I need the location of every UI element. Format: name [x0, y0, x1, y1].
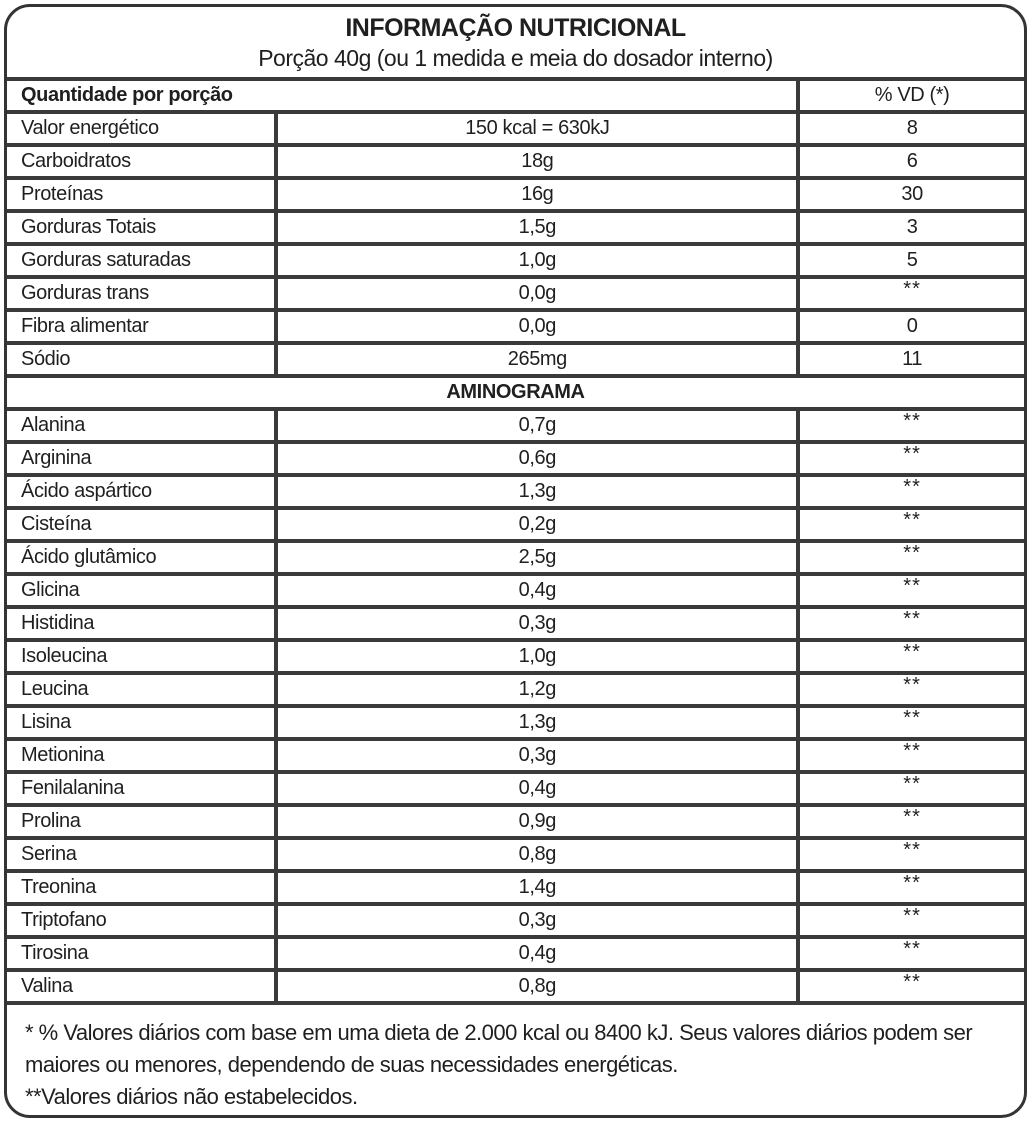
table-row — [7, 902, 1024, 935]
row-amount: 0,2g — [274, 510, 796, 539]
nutrition-label — [4, 4, 1027, 1118]
row-amount: 18g — [274, 147, 796, 176]
table-row — [7, 539, 1024, 572]
row-daily-value: 8 — [796, 114, 1024, 143]
daily-value-header: % VD (*) — [796, 81, 1024, 110]
table-row — [7, 506, 1024, 539]
row-amount: 150 kcal = 630kJ — [274, 114, 796, 143]
row-name: Valor energético — [21, 117, 159, 140]
table-row — [7, 242, 1024, 275]
not-established-marker: ** — [903, 609, 921, 631]
not-established-marker: ** — [903, 807, 921, 829]
row-amount: 1,0g — [274, 246, 796, 275]
table-row — [7, 770, 1024, 803]
row-daily-value — [796, 774, 1024, 803]
not-established-marker: ** — [903, 840, 921, 862]
row-name: Proteínas — [21, 183, 104, 206]
quantity-per-serving-header: Quantidade por porção — [21, 84, 233, 107]
row-name: Isoleucina — [21, 645, 108, 668]
row-name: Valina — [21, 975, 73, 998]
table-row — [7, 638, 1024, 671]
nutrients-section — [7, 110, 1024, 374]
row-name: Ácido glutâmico — [21, 546, 157, 569]
footnotes-block — [7, 1001, 1024, 1118]
table-row — [7, 308, 1024, 341]
table-row — [7, 440, 1024, 473]
row-daily-value: 3 — [796, 213, 1024, 242]
row-name: Fibra alimentar — [21, 315, 149, 338]
row-name: Histidina — [21, 612, 95, 635]
table-row — [7, 803, 1024, 836]
row-amount: 0,3g — [274, 741, 796, 770]
aminogram-section — [7, 407, 1024, 1001]
row-amount: 0,4g — [274, 576, 796, 605]
not-established-marker: ** — [903, 576, 921, 598]
row-daily-value — [796, 576, 1024, 605]
aminogram-section-title: AMINOGRAMA — [446, 381, 585, 404]
row-name: Gorduras Totais — [21, 216, 156, 239]
row-daily-value — [796, 642, 1024, 671]
not-established-marker: ** — [903, 972, 921, 994]
table-row — [7, 176, 1024, 209]
row-daily-value — [796, 708, 1024, 737]
row-daily-value — [796, 873, 1024, 902]
row-amount: 0,7g — [274, 411, 796, 440]
row-daily-value — [796, 840, 1024, 869]
daily-values-footnote: * % Valores diários com base em uma dieta de 2.000 kcal ou 8400 kJ. Seus valores diários podem ser maiores ou menores, dependendo de suas necessidades energéticas. — [25, 1020, 973, 1078]
not-established-marker: ** — [903, 873, 921, 895]
row-name: Gorduras trans — [21, 282, 149, 305]
row-daily-value — [796, 609, 1024, 638]
table-row — [7, 341, 1024, 374]
row-amount: 0,4g — [274, 939, 796, 968]
row-daily-value — [796, 807, 1024, 836]
row-daily-value: 0 — [796, 312, 1024, 341]
not-established-marker: ** — [903, 774, 921, 796]
table-row — [7, 836, 1024, 869]
table-header-row — [7, 77, 1024, 110]
not-established-marker: ** — [903, 708, 921, 730]
row-daily-value — [796, 939, 1024, 968]
row-daily-value — [796, 411, 1024, 440]
row-name: Sódio — [21, 348, 71, 371]
row-amount: 1,0g — [274, 642, 796, 671]
row-amount: 0,6g — [274, 444, 796, 473]
table-row — [7, 935, 1024, 968]
row-daily-value — [796, 972, 1024, 1001]
row-daily-value — [796, 477, 1024, 506]
row-amount: 1,2g — [274, 675, 796, 704]
not-established-marker: ** — [903, 444, 921, 466]
serving-size-text: Porção 40g (ou 1 medida e meia do dosador interno) — [258, 44, 773, 71]
table-row — [7, 275, 1024, 308]
not-established-marker: ** — [903, 939, 921, 961]
table-row — [7, 671, 1024, 704]
row-daily-value: 11 — [796, 345, 1024, 374]
row-daily-value: 30 — [796, 180, 1024, 209]
table-row — [7, 737, 1024, 770]
row-name: Carboidratos — [21, 150, 131, 173]
row-amount: 0,8g — [274, 840, 796, 869]
label-header — [7, 7, 1024, 77]
row-name: Triptofano — [21, 909, 107, 932]
row-name: Lisina — [21, 711, 71, 734]
table-row — [7, 209, 1024, 242]
row-amount: 0,3g — [274, 906, 796, 935]
row-name: Gorduras saturadas — [21, 249, 191, 272]
row-amount: 265mg — [274, 345, 796, 374]
row-amount: 1,3g — [274, 477, 796, 506]
row-amount: 1,3g — [274, 708, 796, 737]
row-name: Treonina — [21, 876, 96, 899]
not-established-marker: ** — [903, 411, 921, 433]
row-daily-value: 5 — [796, 246, 1024, 275]
table-row — [7, 473, 1024, 506]
row-name: Prolina — [21, 810, 81, 833]
row-amount: 2,5g — [274, 543, 796, 572]
not-established-marker: ** — [903, 906, 921, 928]
row-daily-value — [796, 741, 1024, 770]
not-established-marker: ** — [903, 642, 921, 664]
not-established-marker: ** — [903, 477, 921, 499]
table-row — [7, 143, 1024, 176]
aminogram-header-row — [7, 374, 1024, 407]
table-row — [7, 968, 1024, 1001]
not-established-marker: ** — [903, 279, 921, 301]
table-row — [7, 407, 1024, 440]
table-row — [7, 110, 1024, 143]
not-established-marker: ** — [903, 543, 921, 565]
label-title: INFORMAÇÃO NUTRICIONAL — [345, 14, 686, 42]
not-established-marker: ** — [903, 741, 921, 763]
row-name: Ácido aspártico — [21, 480, 152, 503]
row-amount: 1,5g — [274, 213, 796, 242]
row-amount: 0,3g — [274, 609, 796, 638]
table-row — [7, 704, 1024, 737]
row-name: Cisteína — [21, 513, 92, 536]
row-name: Arginina — [21, 447, 92, 470]
not-established-marker: ** — [903, 675, 921, 697]
row-name: Tirosina — [21, 942, 89, 965]
row-daily-value — [796, 906, 1024, 935]
row-amount: 1,4g — [274, 873, 796, 902]
row-daily-value — [796, 543, 1024, 572]
row-daily-value — [796, 279, 1024, 308]
row-name: Metionina — [21, 744, 105, 767]
row-amount: 0,0g — [274, 279, 796, 308]
row-amount: 0,9g — [274, 807, 796, 836]
not-established-footnote: **Valores diários não estabelecidos. — [25, 1083, 358, 1109]
row-amount: 0,8g — [274, 972, 796, 1001]
row-daily-value — [796, 675, 1024, 704]
row-daily-value — [796, 510, 1024, 539]
row-daily-value — [796, 444, 1024, 473]
row-amount: 0,4g — [274, 774, 796, 803]
row-daily-value: 6 — [796, 147, 1024, 176]
row-name: Glicina — [21, 579, 80, 602]
row-name: Alanina — [21, 414, 85, 437]
row-name: Serina — [21, 843, 77, 866]
row-name: Fenilalanina — [21, 777, 125, 800]
not-established-marker: ** — [903, 510, 921, 532]
table-row — [7, 572, 1024, 605]
table-row — [7, 869, 1024, 902]
row-amount: 0,0g — [274, 312, 796, 341]
row-amount: 16g — [274, 180, 796, 209]
row-name: Leucina — [21, 678, 89, 701]
table-row — [7, 605, 1024, 638]
